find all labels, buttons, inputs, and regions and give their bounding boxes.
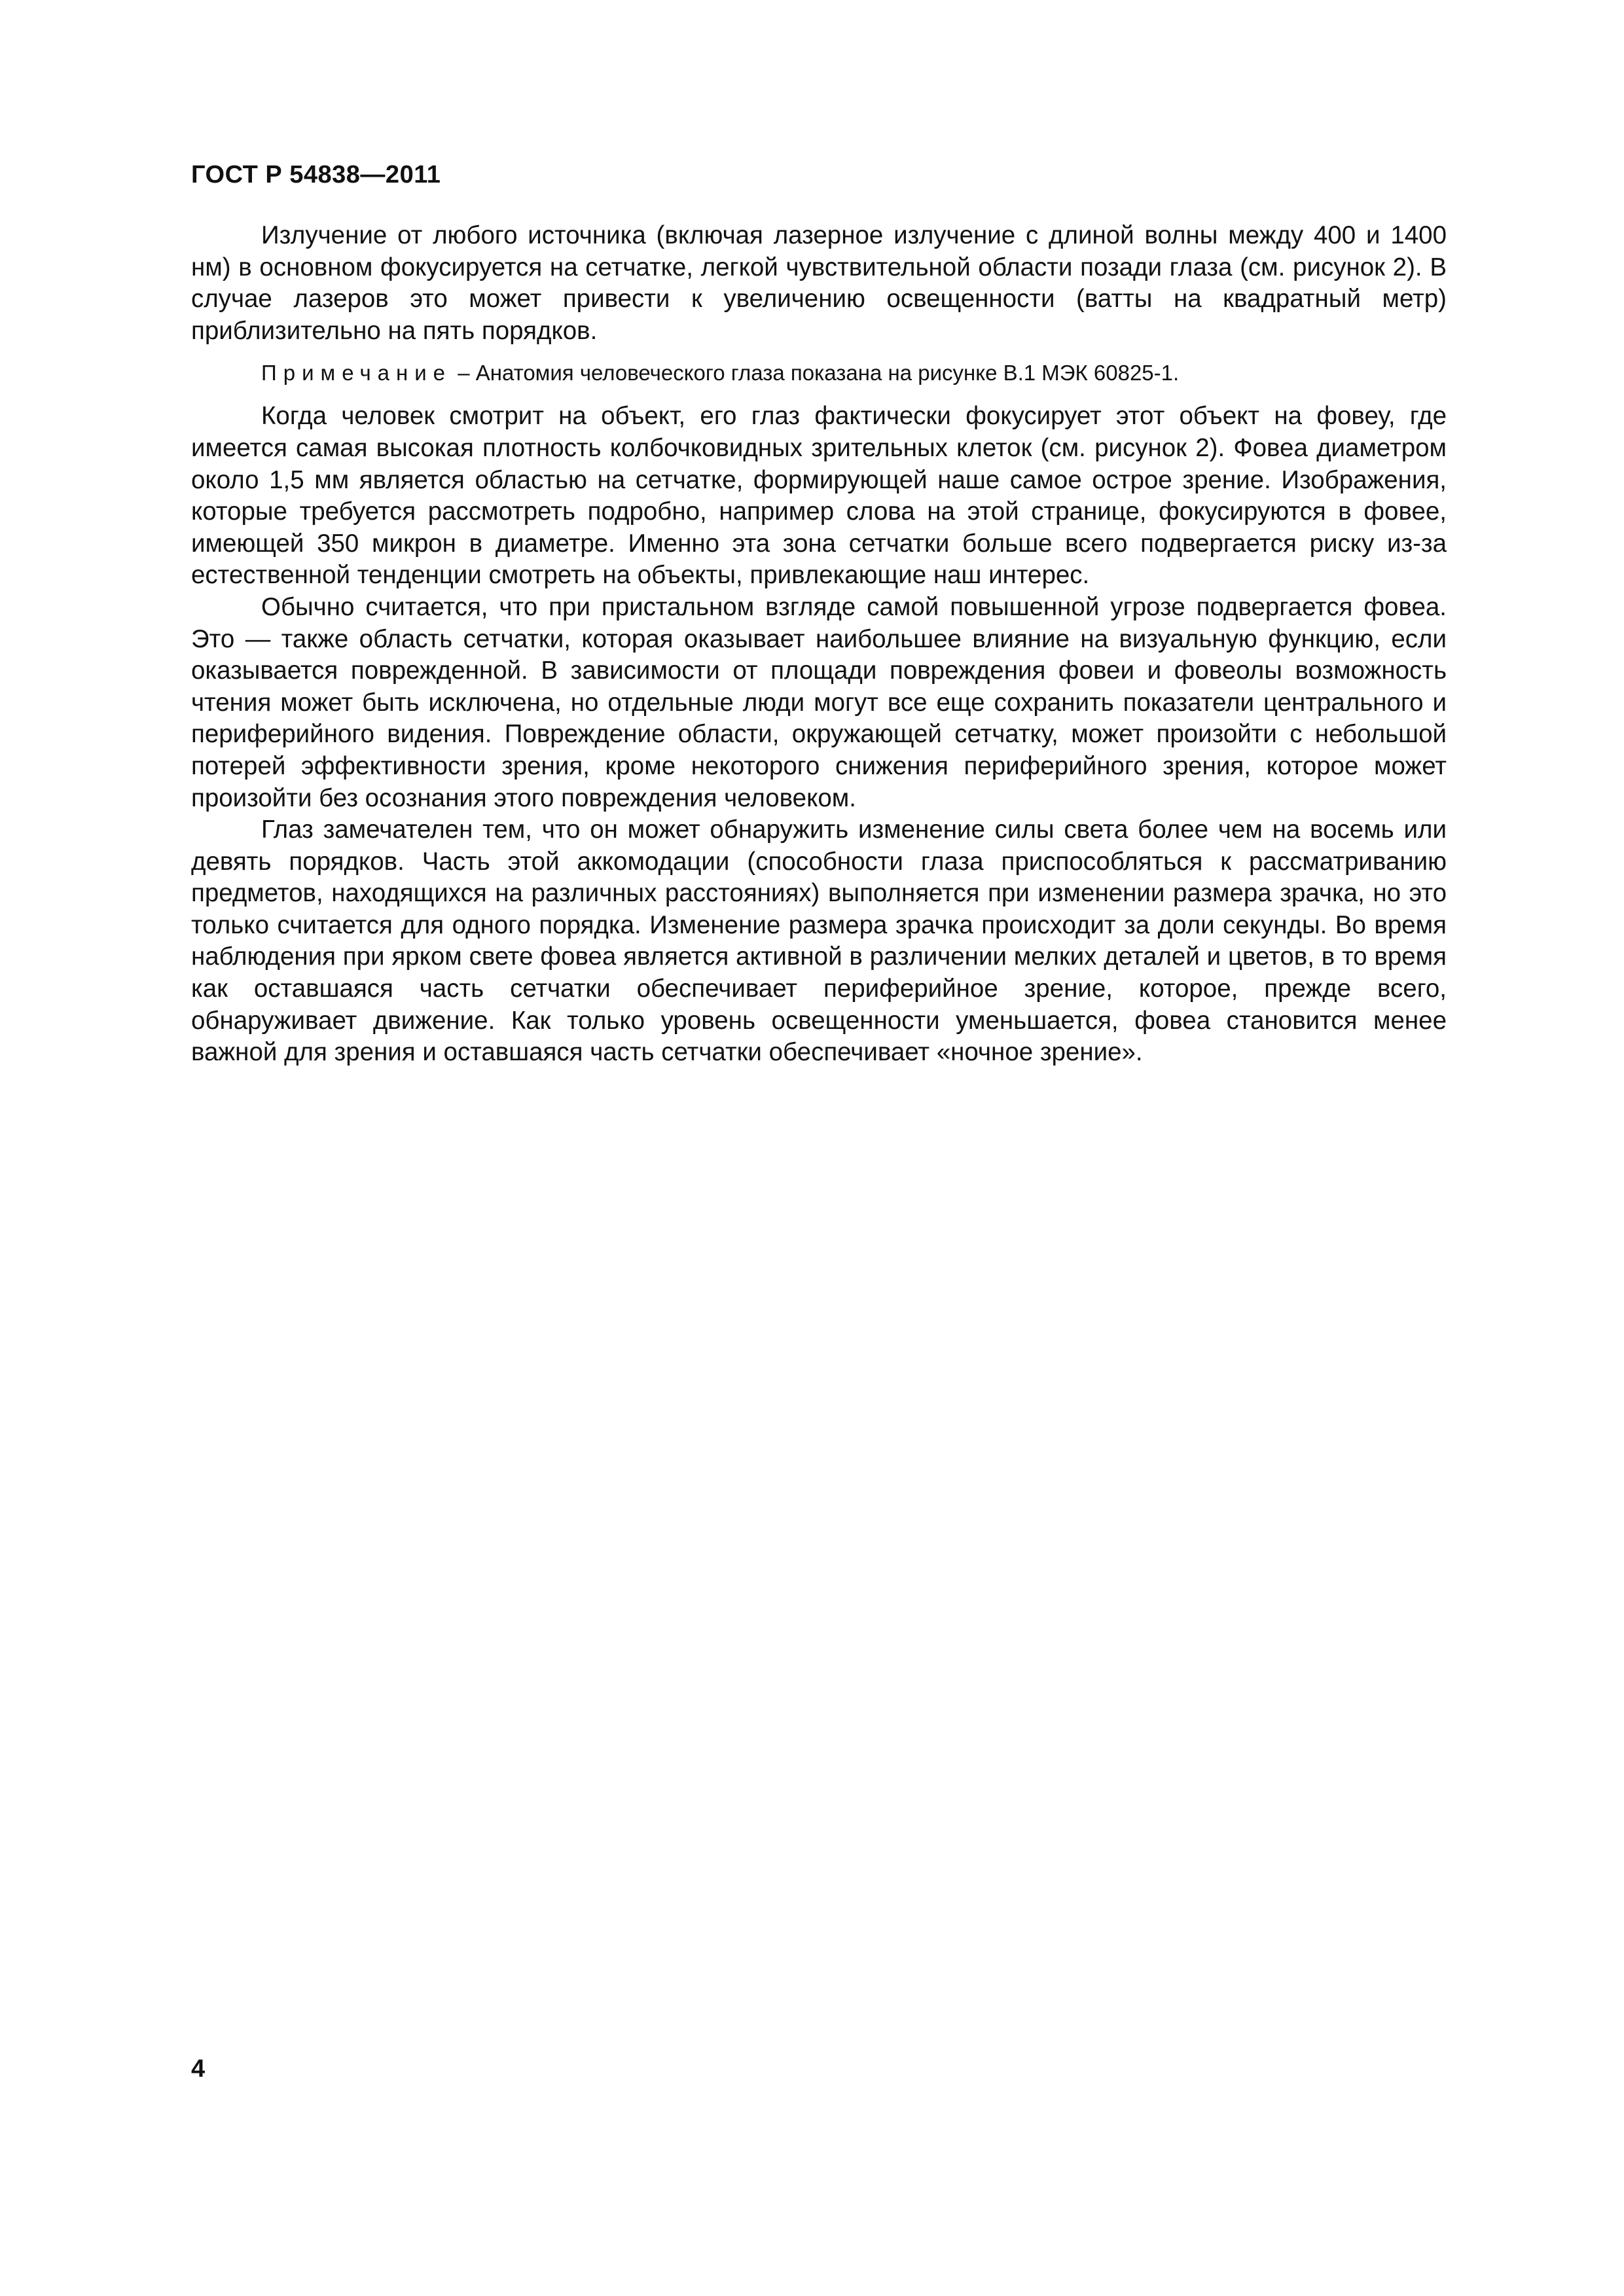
paragraph-fovea: Когда человек смотрит на объект, его глаз фактически фокусирует этот объект на фовеу, где имеется самая высокая плотность колбочковидных зрительных клеток (см. рисунок 2). Фовеа диаметром около 1,5 мм является областью на сетчатке, формирующей наше самое острое зрение. Изображения, которые требуется рассмотреть подробно, например слова на этой странице, фокусируются в фовее, имеющей 350 микрон в диаметре. Именно эта зона сетчатки больше всего подвергается риску из-за естественной тенденции смотреть на объекты, привлекающие наш интерес.: [191, 402, 1447, 590]
note: [191, 359, 1447, 387]
paragraph-radiation-focus: Излучение от любого источника (включая лазерное излучение с длиной волны между 400 и 1400 нм) в основном фокусируется на сетчатке, легкой чувствительной области позади глаза (см. рисунок 2). В случае лазеров это может привести к увеличению освещенности (ватты на квадратный метр) приблизительно на пять порядков.: [191, 221, 1447, 345]
note-label: Примечание: [261, 361, 452, 386]
paragraph-fovea-risk: Обычно считается, что при пристальном взгляде самой повышенной угрозе подвергается фовеа. Это — также область сетчатки, которая оказывает наибольшее влияние на визуальную функцию, если оказывается поврежденной. В зависимости от площади повреждения фовеи и фовеолы возможность чтения может быть исключена, но отдельные люди могут все еще сохранить показатели центрального и периферийного видения. Повреждение области, окружающей сетчатку, может произойти с небольшой потерей эффективности зрения, кроме некоторого снижения периферийного зрения, которое может произойти без осознания этого повреждения человеком.: [191, 592, 1447, 812]
note-text: – Анатомия человеческого глаза показана на рисунке В.1 МЭК 60825-1.: [458, 361, 1180, 386]
standard-header: ГОСТ Р 54838—2011: [191, 161, 441, 188]
page-number: 4: [191, 2055, 206, 2083]
document-body: [191, 220, 1447, 1069]
paragraph-eye-adaptation: Глаз замечателен тем, что он может обнаружить изменение силы света более чем на восемь или девять порядков. Часть этой аккомодации (способности глаза приспособляться к рассматриванию предметов, находящихся на различных расстояниях) выполняется при изменении размера зрачка, но это только считается для одного порядка. Изменение размера зрачка происходит за доли секунды. Во время наблюдения при ярком свете фовеа является активной в различении мелких деталей и цветов, в то время как оставшаяся часть сетчатки обеспечивает периферийное зрение, которое, прежде всего, обнаруживает движение. Как только уровень освещенности уменьшается, фовеа становится менее важной для зрения и оставшаяся часть сетчатки обеспечивает «ночное зрение».: [191, 816, 1447, 1067]
